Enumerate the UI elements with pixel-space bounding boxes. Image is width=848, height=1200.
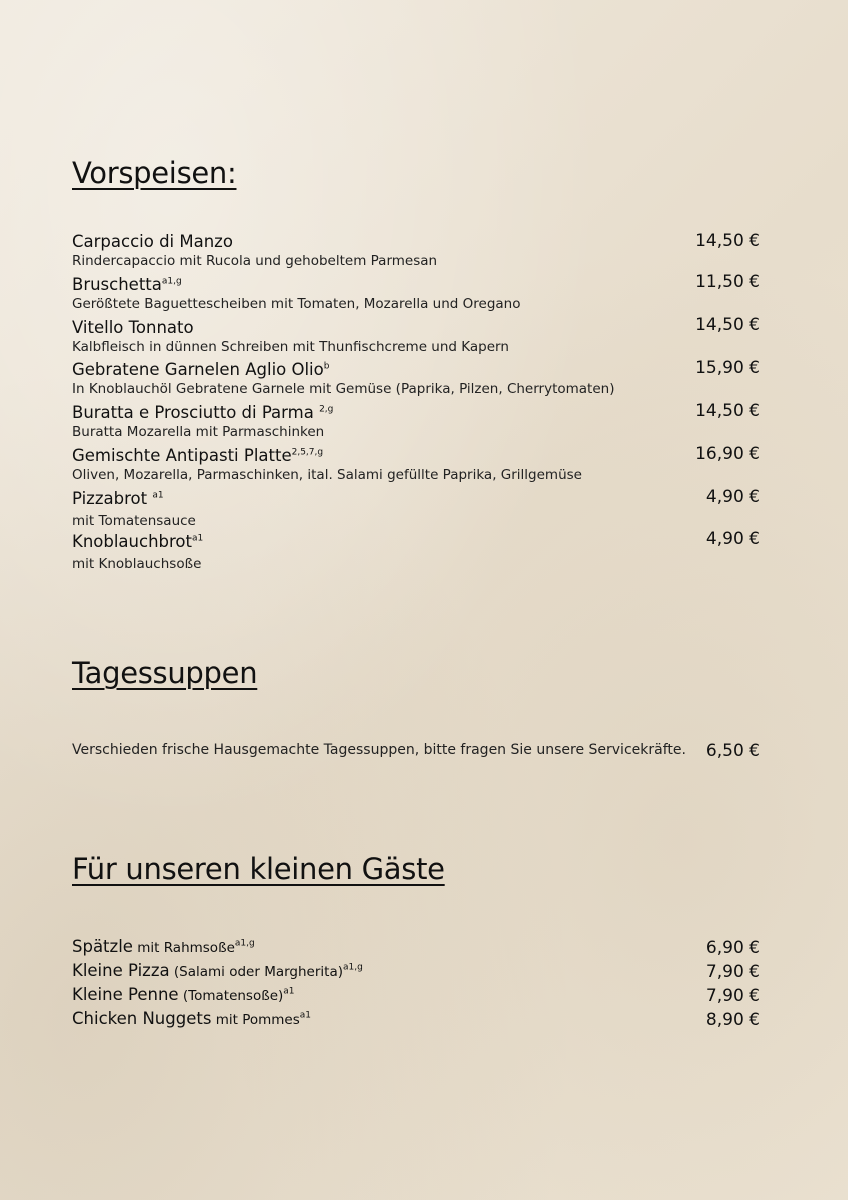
menu-item <box>72 359 762 398</box>
kids-menu-item <box>72 936 255 959</box>
allergen-code: b <box>323 361 330 372</box>
menu-item <box>72 231 762 270</box>
allergen-code: a1 <box>192 533 204 544</box>
kids-menu-item <box>72 960 363 983</box>
item-price: 16,90 € <box>695 444 760 464</box>
allergen-code: a1 <box>152 490 164 501</box>
section-title-soups: Tagessuppen <box>72 656 258 690</box>
section-title-kids: Für unseren kleinen Gäste <box>72 852 445 886</box>
item-price: 14,50 € <box>695 231 760 251</box>
item-extra: (Salami oder Margherita) <box>169 964 343 980</box>
item-price: 4,90 € <box>705 529 760 549</box>
menu-item <box>72 445 762 484</box>
item-extra: mit Rahmsoße <box>132 940 235 956</box>
item-name: Kleine Pizza <box>72 961 170 980</box>
item-name: Gebratene Garnelen Aglio Olio <box>72 360 324 379</box>
item-name: Carpaccio di Manzo <box>72 232 233 251</box>
item-description: Kalbfleisch in dünnen Schreiben mit Thunfischcreme und Kapern <box>72 339 509 355</box>
item-name: Kleine Penne <box>72 985 179 1004</box>
kids-menu-item <box>72 1008 311 1031</box>
soup-description: Verschieden frische Hausgemachte Tagessuppen, bitte fragen Sie unsere Servicekräfte. <box>72 742 686 758</box>
item-description: mit Knoblauchsoße <box>72 556 202 572</box>
allergen-code: a1 <box>299 1010 312 1021</box>
menu-item <box>72 531 762 573</box>
item-description: Oliven, Mozarella, Parmaschinken, ital. Salami gefüllte Paprika, Grillgemüse <box>72 467 582 483</box>
item-name: Bruschetta <box>72 275 162 294</box>
item-price: 14,50 € <box>695 401 760 421</box>
allergen-code: a1,g <box>343 962 363 973</box>
item-name: Knoblauchbrot <box>72 532 192 551</box>
menu-item <box>72 402 762 441</box>
item-name: Pizzabrot <box>72 489 153 508</box>
item-price: 8,90 € <box>705 1010 760 1030</box>
menu-item <box>72 488 762 530</box>
allergen-code: 2,g <box>319 404 334 415</box>
allergen-code: a1,g <box>161 276 182 287</box>
item-price: 7,90 € <box>705 986 760 1006</box>
item-name: Buratta e Prosciutto di Parma <box>72 403 320 422</box>
allergen-code: a1,g <box>234 938 255 949</box>
item-price: 11,50 € <box>695 272 760 292</box>
item-price: 4,90 € <box>705 487 760 507</box>
item-price: 14,50 € <box>695 315 760 335</box>
item-name: Gemischte Antipasti Platte <box>72 446 292 465</box>
allergen-code: a1 <box>283 986 295 997</box>
item-extra: mit Pommes <box>211 1012 300 1028</box>
item-price: 15,90 € <box>695 358 760 378</box>
item-name: Vitello Tonnato <box>72 318 194 337</box>
item-description: Rindercapaccio mit Rucola und gehobeltem Parmesan <box>72 253 438 269</box>
soup-price: 6,50 € <box>705 741 760 761</box>
item-price: 7,90 € <box>705 962 760 982</box>
item-name: Spätzle <box>72 937 133 956</box>
item-description: In Knoblauchöl Gebratene Garnele mit Gemüse (Paprika, Pilzen, Cherrytomaten) <box>72 381 615 397</box>
item-extra: (Tomatensoße) <box>178 988 284 1004</box>
kids-menu-item <box>72 984 295 1007</box>
item-description: mit Tomatensauce <box>72 513 196 529</box>
menu-item <box>72 274 762 313</box>
menu-item <box>72 317 762 356</box>
section-title-starters: Vorspeisen: <box>72 156 237 190</box>
allergen-code: 2,5,7,g <box>291 447 324 458</box>
item-price: 6,90 € <box>705 938 760 958</box>
item-description: Gerößtete Baguettescheiben mit Tomaten, Mozarella und Oregano <box>72 296 521 312</box>
item-name: Chicken Nuggets <box>72 1009 212 1028</box>
item-description: Buratta Mozarella mit Parmaschinken <box>72 424 325 440</box>
